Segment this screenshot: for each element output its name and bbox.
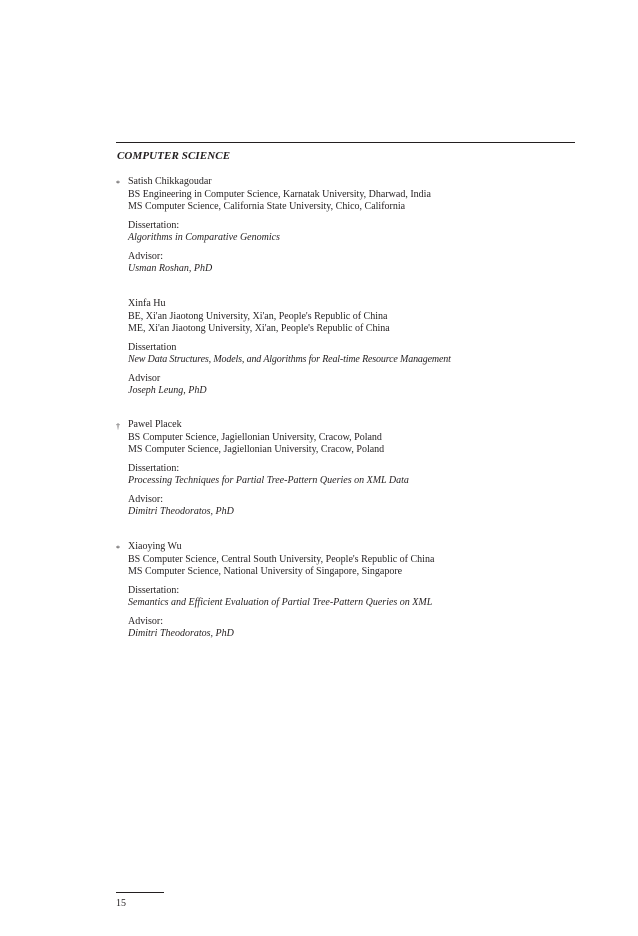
section-top-rule [116, 142, 575, 143]
degree-line: MS Computer Science, Jagiellonian University, Cracow, Poland [128, 444, 385, 455]
graduate-name: Xinfa Hu [128, 298, 166, 309]
graduate-name: Satish Chikkagoudar [128, 176, 212, 187]
dissertation-title: Processing Techniques for Partial Tree-Pattern Queries on XML Data [128, 475, 409, 486]
footer-rule [116, 892, 164, 893]
graduate-name: Xiaoying Wu [128, 541, 182, 552]
degree-line: BS Computer Science, Central South University, People's Republic of China [128, 553, 435, 565]
graduate-entry [128, 176, 588, 276]
graduate-name: Pawel Placek [128, 419, 182, 430]
dissertation-title: New Data Structures, Models, and Algorithms for Real-time Resource Management [128, 354, 451, 365]
entry-mark: * [116, 544, 120, 553]
section-title: COMPUTER SCIENCE [117, 150, 231, 162]
dissertation-title: Algorithms in Comparative Genomics [128, 232, 280, 243]
degree-line: BS Computer Science, Jagiellonian University, Cracow, Poland [128, 431, 382, 443]
dissertation-label: Dissertation: [128, 584, 180, 596]
degree-line: BE, Xi'an Jiaotong University, Xi'an, People's Republic of China [128, 310, 388, 322]
advisor-label: Advisor: [128, 250, 163, 262]
entry-mark: * [116, 179, 120, 188]
degree-line: BS Engineering in Computer Science, Karnatak University, Dharwad, India [128, 188, 431, 200]
advisor-name: Dimitri Theodoratos, PhD [128, 506, 234, 517]
degree-line: ME, Xi'an Jiaotong University, Xi'an, People's Republic of China [128, 323, 390, 334]
advisor-label: Advisor: [128, 493, 163, 505]
degree-line: MS Computer Science, National University of Singapore, Singapore [128, 566, 403, 577]
advisor-label: Advisor: [128, 615, 163, 627]
dissertation-title: Semantics and Efficient Evaluation of Partial Tree-Pattern Queries on XML [128, 597, 433, 608]
dissertation-label: Dissertation [128, 341, 177, 353]
entry-mark: † [116, 422, 120, 431]
graduate-entry [128, 419, 588, 519]
graduate-entry [128, 298, 588, 398]
advisor-name: Usman Roshan, PhD [128, 263, 213, 274]
advisor-name: Joseph Leung, PhD [128, 385, 207, 396]
dissertation-label: Dissertation: [128, 462, 180, 474]
page-number: 15 [116, 898, 126, 909]
advisor-name: Dimitri Theodoratos, PhD [128, 628, 234, 639]
advisor-label: Advisor [128, 372, 161, 384]
dissertation-label: Dissertation: [128, 219, 180, 231]
degree-line: MS Computer Science, California State University, Chico, California [128, 201, 406, 212]
graduate-entry [128, 541, 588, 641]
